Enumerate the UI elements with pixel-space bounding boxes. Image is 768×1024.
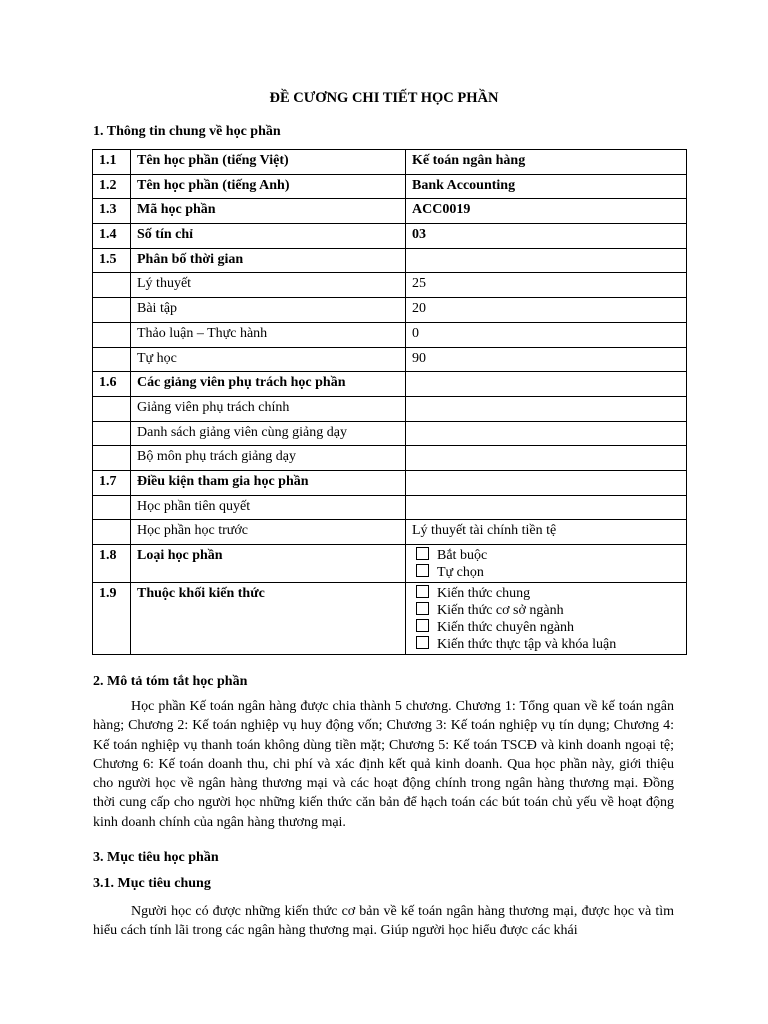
course-info-table-body [93,150,687,655]
row-number: 1.8 [93,545,131,583]
row-label: Mã học phần [131,199,406,224]
checkbox-icon[interactable] [416,547,429,560]
section-2-heading: 2. Mô tả tóm tắt học phần [93,674,248,689]
checkbox-icon[interactable] [416,602,429,615]
row-label: Thảo luận – Thực hành [131,322,406,347]
checkbox-icon[interactable] [416,619,429,632]
checkbox-option[interactable] [412,585,680,602]
row-value [406,421,687,446]
row-label: Thuộc khối kiến thức [131,583,406,655]
table-row [93,174,687,199]
row-number: 1.7 [93,470,131,495]
table-row [93,224,687,249]
row-number: 1.6 [93,372,131,397]
row-label: Lý thuyết [131,273,406,298]
checkbox-label: Kiến thức thực tập và khóa luận [437,637,617,652]
row-number: 1.4 [93,224,131,249]
section-1-heading: 1. Thông tin chung về học phần [93,124,281,139]
row-value: 0 [406,322,687,347]
table-row [93,322,687,347]
row-label: Các giảng viên phụ trách học phần [131,372,406,397]
course-info-table [92,149,687,655]
row-number [93,421,131,446]
option-list [406,583,687,655]
row-number: 1.9 [93,583,131,655]
row-label: Số tín chỉ [131,224,406,249]
row-label: Tự học [131,347,406,372]
row-value: 90 [406,347,687,372]
table-row [93,347,687,372]
row-number [93,347,131,372]
table-row [93,150,687,175]
row-label: Phân bố thời gian [131,248,406,273]
table-row [93,248,687,273]
row-label: Giảng viên phụ trách chính [131,396,406,421]
general-objective-text: Người học có được những kiến thức cơ bản về kế toán ngân hàng thương mại, được học và tìm hiểu cách tính lãi trong các ngân hàng thương mại. Giúp người học hiểu được các khái [93,904,674,939]
row-label: Loại học phần [131,545,406,583]
table-row [93,273,687,298]
checkbox-label: Kiến thức chung [437,586,531,601]
table-row [93,396,687,421]
checkbox-option[interactable] [412,636,680,653]
row-number [93,322,131,347]
row-value [406,446,687,471]
document-title: ĐỀ CƯƠNG CHI TIẾT HỌC PHẦN [269,90,499,106]
row-label: Tên học phần (tiếng Anh) [131,174,406,199]
row-value [406,495,687,520]
row-number [93,446,131,471]
general-objective-paragraph [93,902,674,941]
checkbox-option[interactable] [412,564,680,581]
row-number: 1.1 [93,150,131,175]
row-value: ACC0019 [406,199,687,224]
row-number: 1.3 [93,199,131,224]
course-summary-paragraph [93,697,674,832]
row-value: Kế toán ngân hàng [406,150,687,175]
row-label: Học phần học trước [131,520,406,545]
table-row [93,520,687,545]
checkbox-icon[interactable] [416,585,429,598]
row-label: Danh sách giảng viên cùng giảng dạy [131,421,406,446]
checkbox-option[interactable] [412,547,680,564]
row-number: 1.5 [93,248,131,273]
row-value [406,396,687,421]
table-row [93,583,687,655]
table-row [93,298,687,323]
row-number [93,396,131,421]
row-label: Bài tập [131,298,406,323]
course-summary-text: Học phần Kế toán ngân hàng được chia thành 5 chương. Chương 1: Tổng quan về kế toán ngân hàng; Chương 2: Kế toán nghiệp vụ huy động vốn; Chương 3: Kế toán nghiệp vụ tín dụng; Chương 4: Kế toán nghiệp vụ thanh toán không dùng tiền mặt; Chương 5: Kế toán TSCĐ và kinh doanh ngoại tệ; Chương 6: Kế toán doanh thu, chi phí và xác định kết quả kinh doanh. Qua học phần này, giới thiệu cho người học về ngân hàng thương mại và các hoạt động chính trong ngân hàng thương mại. Đồng thời cung cấp cho người học những kiến thức căn bản để hạch toán các bút toán chủ yếu về hoạt động kinh doanh chính của ngân hàng thương mại. [93,699,674,830]
row-value: Lý thuyết tài chính tiền tệ [406,520,687,545]
checkbox-label: Tự chọn [437,565,484,580]
table-row [93,495,687,520]
row-value [406,470,687,495]
row-label: Điều kiện tham gia học phần [131,470,406,495]
checkbox-label: Bắt buộc [437,548,488,563]
table-row [93,421,687,446]
checkbox-option[interactable] [412,602,680,619]
row-label: Tên học phần (tiếng Việt) [131,150,406,175]
section-3-heading: 3. Mục tiêu học phần [93,850,219,865]
row-number [93,495,131,520]
section-3-1-heading: 3.1. Mục tiêu chung [93,876,211,891]
checkbox-label: Kiến thức chuyên ngành [437,620,575,635]
row-label: Bộ môn phụ trách giảng dạy [131,446,406,471]
checkbox-label: Kiến thức cơ sở ngành [437,603,564,618]
row-number [93,273,131,298]
row-value: 03 [406,224,687,249]
checkbox-icon[interactable] [416,564,429,577]
row-value: 25 [406,273,687,298]
checkbox-icon[interactable] [416,636,429,649]
row-number [93,520,131,545]
table-row [93,199,687,224]
row-number: 1.2 [93,174,131,199]
option-list [406,545,687,583]
table-row [93,372,687,397]
row-value [406,372,687,397]
table-row [93,470,687,495]
row-value [406,248,687,273]
row-value: Bank Accounting [406,174,687,199]
row-number [93,298,131,323]
row-value: 20 [406,298,687,323]
table-row [93,545,687,583]
row-label: Học phần tiên quyết [131,495,406,520]
table-row [93,446,687,471]
checkbox-option[interactable] [412,619,680,636]
